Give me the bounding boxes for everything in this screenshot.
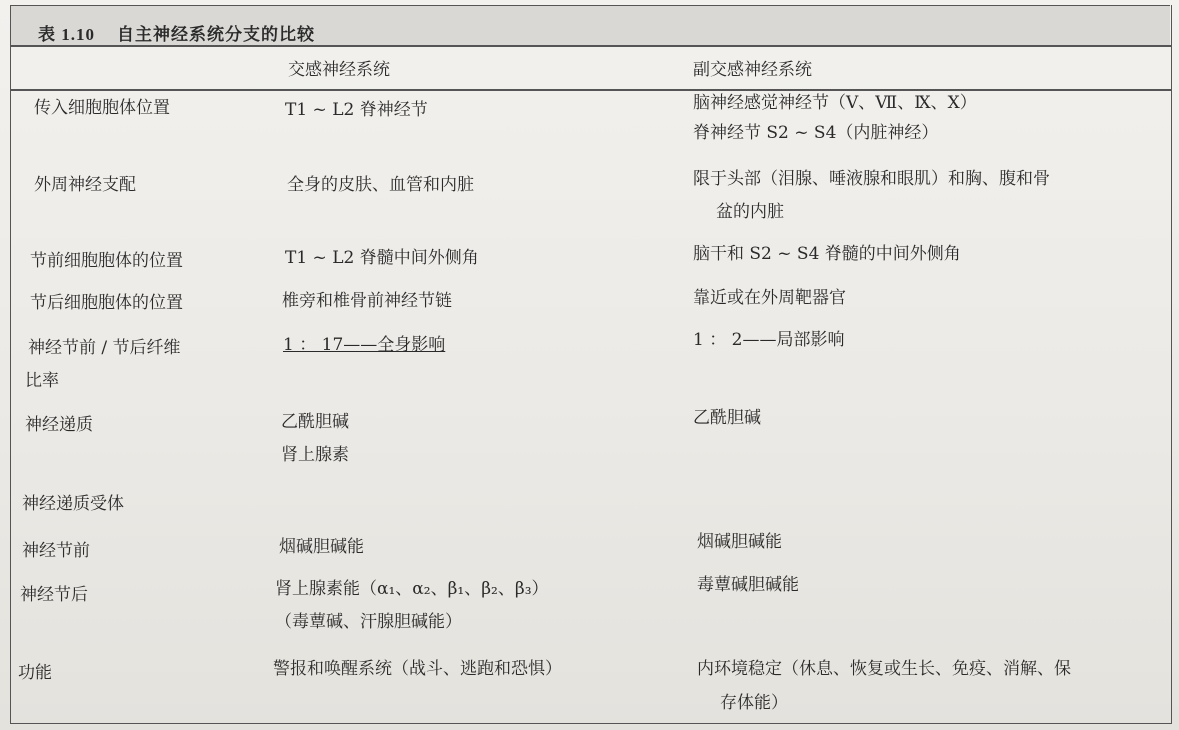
row-label: 神经节前 <box>22 541 90 561</box>
sympathetic-cell: 1 ： 17——全身影响 <box>283 335 446 355</box>
sympathetic-cell: 乙酰胆碱 <box>281 412 349 432</box>
header-bottom-rule <box>10 89 1172 91</box>
row-label: 外周神经支配 <box>34 175 136 195</box>
row-label: 节后细胞胞体的位置 <box>30 293 183 313</box>
sympathetic-cell: 椎旁和椎骨前神经节链 <box>282 291 452 311</box>
sympathetic-cell: T1 ~ L2 脊髓中间外侧角 <box>285 248 479 268</box>
parasympathetic-cell: 靠近或在外周靶器官 <box>693 288 846 308</box>
parasympathetic-cell: 脊神经节 S2 ~ S4（内脏神经） <box>693 123 939 143</box>
sympathetic-cell: 警报和唤醒系统（战斗、逃跑和恐惧） <box>273 659 562 679</box>
header-top-rule <box>10 45 1172 47</box>
column-header-sympathetic: 交感神经系统 <box>288 60 390 80</box>
sympathetic-cell: T1 ~ L2 脊神经节 <box>285 100 428 120</box>
row-label: 神经递质受体 <box>22 494 124 514</box>
sympathetic-cell: （毒蕈碱、汗腺胆碱能） <box>275 612 462 632</box>
parasympathetic-cell: 内环境稳定（休息、恢复或生长、免疫、消解、保 <box>697 659 1071 679</box>
parasympathetic-cell: 烟碱胆碱能 <box>697 532 782 552</box>
row-label: 神经节后 <box>20 585 88 605</box>
parasympathetic-cell: 1 ： 2——局部影响 <box>693 330 845 350</box>
parasympathetic-cell: 脑干和 S2 ~ S4 脊髓的中间外侧角 <box>693 244 961 264</box>
sympathetic-cell: 烟碱胆碱能 <box>279 537 364 557</box>
row-label: 比率 <box>25 371 59 391</box>
row-label: 功能 <box>18 663 52 683</box>
column-header-parasympathetic: 副交感神经系统 <box>693 60 812 80</box>
sympathetic-cell: 全身的皮肤、血管和内脏 <box>287 175 474 195</box>
sympathetic-cell: 肾上腺素能（α₁、α₂、β₁、β₂、β₃） <box>275 579 549 599</box>
row-label: 神经递质 <box>25 415 93 435</box>
row-label: 神经节前 / 节后纤维 <box>28 338 181 358</box>
sympathetic-cell: 肾上腺素 <box>281 445 349 465</box>
row-label: 传入细胞胞体位置 <box>34 98 170 118</box>
parasympathetic-cell: 存体能） <box>720 693 788 713</box>
table-frame <box>10 5 1172 724</box>
parasympathetic-cell: 乙酰胆碱 <box>693 408 761 428</box>
row-label: 节前细胞胞体的位置 <box>30 251 183 271</box>
table-title-text: 自主神经系统分支的比较 <box>117 25 315 45</box>
table-number: 表 1.10 <box>38 25 95 44</box>
parasympathetic-cell: 脑神经感觉神经节（Ⅴ、Ⅶ、Ⅸ、Ⅹ） <box>693 93 977 113</box>
parasympathetic-cell: 限于头部（泪腺、唾液腺和眼肌）和胸、腹和骨 <box>693 169 1050 189</box>
parasympathetic-cell: 毒蕈碱胆碱能 <box>697 575 799 595</box>
parasympathetic-cell: 盆的内脏 <box>716 202 784 222</box>
